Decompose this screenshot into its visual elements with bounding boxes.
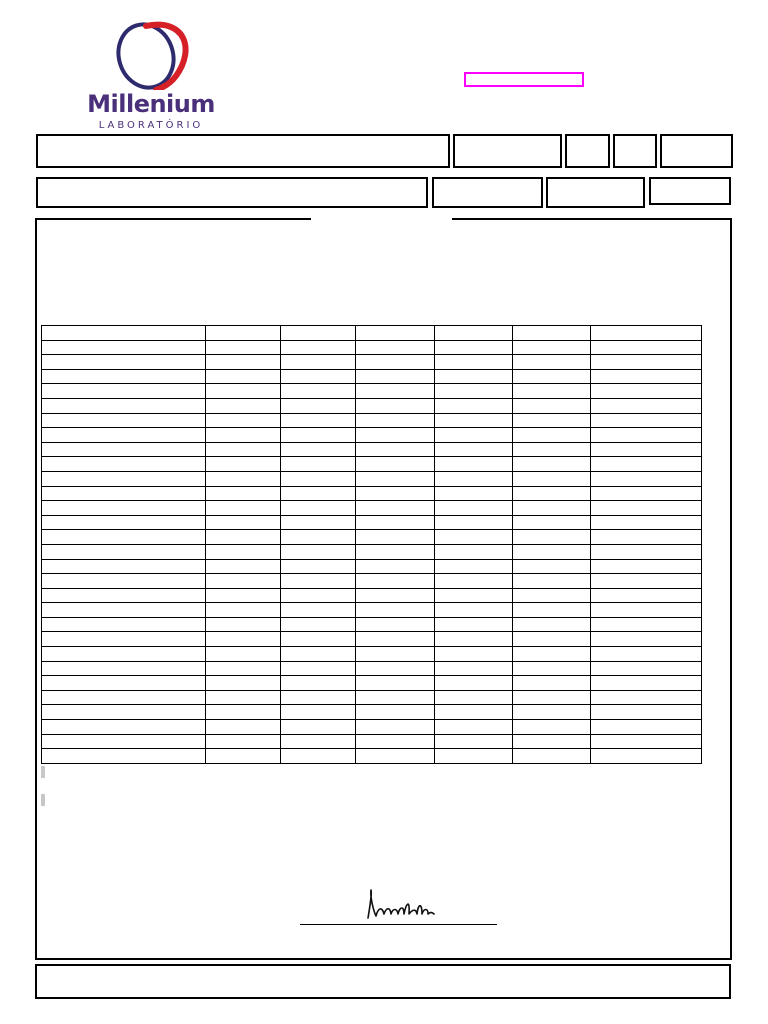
table-cell	[42, 355, 206, 370]
field-2d[interactable]	[649, 177, 731, 205]
field-1e[interactable]	[660, 134, 733, 168]
table-cell	[513, 661, 591, 676]
table-cell	[42, 647, 206, 662]
table-row	[42, 574, 702, 589]
field-tab	[36, 134, 92, 136]
table-cell	[513, 705, 591, 720]
table-cell	[356, 340, 435, 355]
table-cell	[591, 515, 702, 530]
table-row	[42, 749, 702, 764]
table-cell	[591, 705, 702, 720]
table-cell	[206, 705, 281, 720]
table-row	[42, 428, 702, 443]
table-cell	[356, 369, 435, 384]
table-cell	[356, 647, 435, 662]
table-cell	[591, 574, 702, 589]
table-cell	[435, 398, 513, 413]
table-cell	[356, 501, 435, 516]
table-row	[42, 720, 702, 735]
table-cell	[281, 705, 356, 720]
table-cell	[356, 471, 435, 486]
table-cell	[513, 398, 591, 413]
table-cell	[206, 588, 281, 603]
table-cell	[356, 515, 435, 530]
table-cell	[42, 340, 206, 355]
table-cell	[206, 720, 281, 735]
table-cell	[435, 544, 513, 559]
table-cell	[435, 749, 513, 764]
table-cell	[513, 603, 591, 618]
table-cell	[591, 340, 702, 355]
table-cell	[42, 471, 206, 486]
table-cell	[591, 413, 702, 428]
table-cell	[356, 588, 435, 603]
table-cell	[42, 617, 206, 632]
table-cell	[591, 690, 702, 705]
table-row	[42, 617, 702, 632]
table-cell	[281, 369, 356, 384]
table-cell	[435, 326, 513, 341]
table-cell	[591, 617, 702, 632]
logo-subtitle: LABORATÓRIO	[98, 120, 204, 131]
table-cell	[356, 632, 435, 647]
table-cell	[281, 355, 356, 370]
results-table-body	[42, 326, 702, 764]
table-cell	[513, 720, 591, 735]
table-row	[42, 530, 702, 545]
table-cell	[435, 603, 513, 618]
table-cell	[513, 501, 591, 516]
table-cell	[591, 749, 702, 764]
table-cell	[281, 690, 356, 705]
table-cell	[281, 676, 356, 691]
table-cell	[42, 398, 206, 413]
table-cell	[356, 661, 435, 676]
field-patient[interactable]	[36, 134, 450, 168]
table-cell	[206, 442, 281, 457]
table-cell	[513, 690, 591, 705]
table-row	[42, 369, 702, 384]
table-cell	[206, 501, 281, 516]
table-cell	[281, 603, 356, 618]
table-cell	[435, 471, 513, 486]
table-cell	[42, 749, 206, 764]
table-cell	[356, 749, 435, 764]
table-cell	[42, 632, 206, 647]
table-cell	[591, 457, 702, 472]
table-cell	[281, 486, 356, 501]
table-cell	[42, 413, 206, 428]
table-cell	[591, 428, 702, 443]
table-cell	[281, 326, 356, 341]
table-cell	[513, 676, 591, 691]
table-cell	[42, 661, 206, 676]
table-cell	[206, 632, 281, 647]
signature-line	[300, 924, 497, 925]
table-cell	[281, 384, 356, 399]
table-cell	[513, 617, 591, 632]
table-cell	[356, 690, 435, 705]
field-1c[interactable]	[565, 134, 610, 168]
table-cell	[281, 632, 356, 647]
table-cell	[281, 398, 356, 413]
table-row	[42, 559, 702, 574]
table-row	[42, 340, 702, 355]
table-cell	[206, 428, 281, 443]
table-row	[42, 501, 702, 516]
table-cell	[42, 603, 206, 618]
table-cell	[206, 574, 281, 589]
table-cell	[591, 544, 702, 559]
table-cell	[513, 574, 591, 589]
table-cell	[356, 355, 435, 370]
table-cell	[435, 428, 513, 443]
content-top-rule-right	[452, 218, 732, 220]
table-cell	[356, 428, 435, 443]
table-cell	[42, 369, 206, 384]
table-cell	[281, 530, 356, 545]
table-cell	[513, 647, 591, 662]
table-cell	[281, 515, 356, 530]
field-1d[interactable]	[613, 134, 657, 168]
table-cell	[435, 690, 513, 705]
table-row	[42, 471, 702, 486]
table-cell	[42, 457, 206, 472]
table-cell	[591, 384, 702, 399]
table-cell	[591, 603, 702, 618]
table-cell	[513, 486, 591, 501]
table-cell	[42, 734, 206, 749]
table-cell	[206, 544, 281, 559]
table-row	[42, 676, 702, 691]
table-row	[42, 486, 702, 501]
table-cell	[206, 530, 281, 545]
table-cell	[435, 720, 513, 735]
table-row	[42, 326, 702, 341]
table-cell	[435, 413, 513, 428]
table-row	[42, 588, 702, 603]
table-cell	[356, 603, 435, 618]
table-cell	[435, 647, 513, 662]
table-cell	[591, 734, 702, 749]
table-row	[42, 661, 702, 676]
table-cell	[435, 559, 513, 574]
table-cell	[42, 676, 206, 691]
table-cell	[281, 413, 356, 428]
table-cell	[435, 355, 513, 370]
table-cell	[356, 457, 435, 472]
table-cell	[513, 442, 591, 457]
table-cell	[591, 501, 702, 516]
table-cell	[435, 486, 513, 501]
table-cell	[591, 369, 702, 384]
table-cell	[513, 457, 591, 472]
table-cell	[42, 515, 206, 530]
table-cell	[513, 355, 591, 370]
table-cell	[356, 574, 435, 589]
table-row	[42, 734, 702, 749]
table-cell	[281, 749, 356, 764]
table-cell	[435, 501, 513, 516]
table-cell	[206, 384, 281, 399]
table-row	[42, 384, 702, 399]
table-cell	[591, 559, 702, 574]
table-cell	[356, 442, 435, 457]
table-cell	[435, 369, 513, 384]
table-cell	[281, 471, 356, 486]
table-cell	[435, 734, 513, 749]
table-cell	[591, 442, 702, 457]
table-cell	[591, 632, 702, 647]
table-cell	[513, 559, 591, 574]
marker-tick	[41, 766, 45, 778]
table-cell	[513, 340, 591, 355]
table-cell	[356, 530, 435, 545]
field-2b[interactable]	[432, 177, 543, 208]
footer-box	[35, 964, 731, 999]
table-cell	[206, 603, 281, 618]
table-cell	[206, 617, 281, 632]
table-cell	[356, 720, 435, 735]
table-cell	[281, 428, 356, 443]
table-row	[42, 632, 702, 647]
table-cell	[206, 398, 281, 413]
table-cell	[356, 326, 435, 341]
field-2c[interactable]	[546, 177, 645, 208]
table-cell	[42, 384, 206, 399]
table-cell	[281, 720, 356, 735]
table-row	[42, 603, 702, 618]
results-table	[41, 325, 702, 764]
table-cell	[356, 544, 435, 559]
table-cell	[435, 588, 513, 603]
table-cell	[206, 326, 281, 341]
table-cell	[281, 340, 356, 355]
table-row	[42, 413, 702, 428]
table-cell	[206, 734, 281, 749]
table-cell	[42, 705, 206, 720]
table-cell	[591, 720, 702, 735]
table-cell	[513, 384, 591, 399]
table-cell	[281, 559, 356, 574]
table-cell	[513, 413, 591, 428]
table-cell	[281, 661, 356, 676]
table-cell	[513, 369, 591, 384]
table-cell	[435, 384, 513, 399]
table-cell	[435, 442, 513, 457]
table-cell	[513, 588, 591, 603]
table-cell	[513, 632, 591, 647]
table-cell	[206, 676, 281, 691]
table-cell	[591, 471, 702, 486]
table-cell	[281, 457, 356, 472]
table-cell	[591, 661, 702, 676]
table-cell	[435, 457, 513, 472]
table-cell	[206, 559, 281, 574]
table-cell	[206, 661, 281, 676]
table-cell	[356, 486, 435, 501]
table-cell	[281, 442, 356, 457]
table-cell	[42, 326, 206, 341]
table-row	[42, 705, 702, 720]
table-cell	[513, 515, 591, 530]
table-cell	[513, 530, 591, 545]
table-cell	[206, 413, 281, 428]
table-cell	[356, 734, 435, 749]
table-cell	[206, 749, 281, 764]
table-row	[42, 690, 702, 705]
table-cell	[356, 413, 435, 428]
table-cell	[591, 676, 702, 691]
logo-wordmark: Millenium	[87, 90, 215, 118]
table-cell	[206, 369, 281, 384]
table-cell	[591, 355, 702, 370]
table-cell	[206, 457, 281, 472]
table-row	[42, 442, 702, 457]
table-cell	[356, 398, 435, 413]
table-cell	[435, 617, 513, 632]
table-row	[42, 515, 702, 530]
table-cell	[356, 384, 435, 399]
table-row	[42, 457, 702, 472]
table-cell	[513, 544, 591, 559]
table-cell	[42, 544, 206, 559]
table-cell	[356, 617, 435, 632]
table-cell	[206, 515, 281, 530]
signature	[360, 884, 440, 924]
field-tab	[36, 177, 102, 179]
table-cell	[206, 486, 281, 501]
table-cell	[591, 588, 702, 603]
table-cell	[356, 676, 435, 691]
content-top-rule-left	[35, 218, 311, 220]
table-cell	[42, 559, 206, 574]
table-cell	[356, 559, 435, 574]
table-cell	[42, 501, 206, 516]
marker-tick	[41, 794, 45, 806]
field-1b[interactable]	[453, 134, 562, 168]
table-cell	[435, 574, 513, 589]
table-cell	[42, 574, 206, 589]
table-cell	[356, 705, 435, 720]
table-cell	[42, 720, 206, 735]
table-cell	[435, 661, 513, 676]
table-cell	[42, 428, 206, 443]
table-cell	[591, 486, 702, 501]
table-cell	[206, 340, 281, 355]
table-cell	[206, 471, 281, 486]
table-row	[42, 398, 702, 413]
highlight-box	[464, 72, 584, 87]
table-cell	[281, 617, 356, 632]
table-cell	[42, 530, 206, 545]
table-cell	[42, 588, 206, 603]
table-cell	[591, 647, 702, 662]
table-cell	[513, 428, 591, 443]
field-doctor[interactable]	[36, 177, 428, 208]
table-cell	[591, 530, 702, 545]
table-cell	[42, 442, 206, 457]
table-row	[42, 544, 702, 559]
table-cell	[281, 501, 356, 516]
table-cell	[435, 340, 513, 355]
table-cell	[281, 647, 356, 662]
table-cell	[513, 734, 591, 749]
table-row	[42, 647, 702, 662]
table-cell	[42, 486, 206, 501]
table-cell	[206, 647, 281, 662]
table-cell	[435, 515, 513, 530]
table-cell	[435, 705, 513, 720]
logo-emblem	[84, 18, 218, 90]
table-cell	[591, 326, 702, 341]
signature-scribble	[360, 884, 440, 924]
table-cell	[435, 632, 513, 647]
table-cell	[206, 355, 281, 370]
table-cell	[591, 398, 702, 413]
table-row	[42, 355, 702, 370]
table-cell	[42, 690, 206, 705]
table-cell	[206, 690, 281, 705]
table-cell	[281, 588, 356, 603]
table-cell	[435, 676, 513, 691]
table-cell	[281, 544, 356, 559]
table-cell	[281, 574, 356, 589]
table-cell	[281, 734, 356, 749]
table-cell	[513, 749, 591, 764]
table-cell	[513, 326, 591, 341]
table-cell	[435, 530, 513, 545]
table-cell	[513, 471, 591, 486]
